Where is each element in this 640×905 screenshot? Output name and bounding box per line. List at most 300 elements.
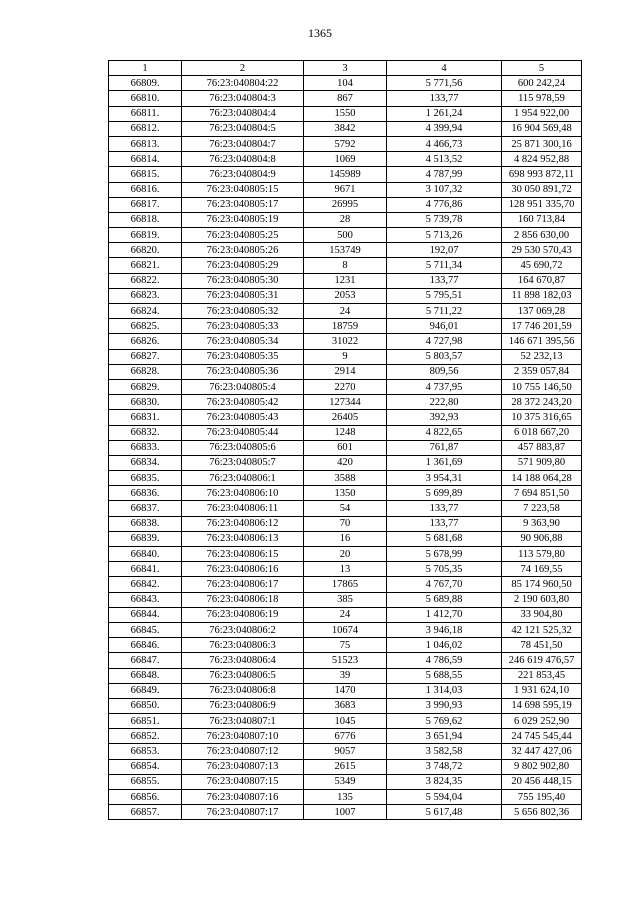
table-cell: 14 188 064,28 bbox=[502, 471, 582, 486]
table-cell: 66823. bbox=[109, 288, 182, 303]
table-row bbox=[109, 258, 582, 273]
table-cell: 3 824,35 bbox=[387, 774, 502, 789]
table-cell: 66817. bbox=[109, 197, 182, 212]
table-cell: 76:23:040805:32 bbox=[182, 304, 304, 319]
table-cell: 5 594,04 bbox=[387, 790, 502, 805]
table-cell: 1231 bbox=[304, 273, 387, 288]
table-cell: 76:23:040806:13 bbox=[182, 531, 304, 546]
table-cell: 76:23:040806:17 bbox=[182, 577, 304, 592]
table-row bbox=[109, 410, 582, 425]
table-cell: 2053 bbox=[304, 288, 387, 303]
table-cell: 66846. bbox=[109, 638, 182, 653]
table-cell: 66847. bbox=[109, 653, 182, 668]
table-cell: 3 946,18 bbox=[387, 622, 502, 637]
table-cell: 66822. bbox=[109, 273, 182, 288]
table-row bbox=[109, 607, 582, 622]
table-cell: 76:23:040806:3 bbox=[182, 638, 304, 653]
table-cell: 24 bbox=[304, 607, 387, 622]
table-cell: 76:23:040805:4 bbox=[182, 379, 304, 394]
table-cell: 66815. bbox=[109, 167, 182, 182]
table-cell: 761,87 bbox=[387, 440, 502, 455]
table-cell: 4 787,99 bbox=[387, 167, 502, 182]
table-cell: 7 223,58 bbox=[502, 501, 582, 516]
table-cell: 1 931 624,10 bbox=[502, 683, 582, 698]
table-cell: 4 767,70 bbox=[387, 577, 502, 592]
table-cell: 66839. bbox=[109, 531, 182, 546]
column-header: 4 bbox=[387, 61, 502, 76]
table-cell: 66838. bbox=[109, 516, 182, 531]
table-cell: 26995 bbox=[304, 197, 387, 212]
table-cell: 3683 bbox=[304, 698, 387, 713]
table-cell: 30 050 891,72 bbox=[502, 182, 582, 197]
table-cell: 29 530 570,43 bbox=[502, 243, 582, 258]
table-cell: 66830. bbox=[109, 395, 182, 410]
table-row bbox=[109, 744, 582, 759]
table-cell: 17865 bbox=[304, 577, 387, 592]
table-cell: 5 803,57 bbox=[387, 349, 502, 364]
table-cell: 75 bbox=[304, 638, 387, 653]
table-cell: 10674 bbox=[304, 622, 387, 637]
table-cell: 128 951 335,70 bbox=[502, 197, 582, 212]
table-row bbox=[109, 364, 582, 379]
table-row bbox=[109, 440, 582, 455]
table-row bbox=[109, 714, 582, 729]
table-cell: 76:23:040806:16 bbox=[182, 562, 304, 577]
table-cell: 4 513,52 bbox=[387, 152, 502, 167]
table-cell: 85 174 960,50 bbox=[502, 577, 582, 592]
table-cell: 76:23:040806:15 bbox=[182, 547, 304, 562]
table-cell: 160 713,84 bbox=[502, 212, 582, 227]
table-row bbox=[109, 531, 582, 546]
table-cell: 66824. bbox=[109, 304, 182, 319]
table-cell: 76:23:040806:18 bbox=[182, 592, 304, 607]
table-cell: 9057 bbox=[304, 744, 387, 759]
table-cell: 26405 bbox=[304, 410, 387, 425]
table-cell: 8 bbox=[304, 258, 387, 273]
table-cell: 76:23:040804:5 bbox=[182, 121, 304, 136]
table-cell: 39 bbox=[304, 668, 387, 683]
table-cell: 4 737,95 bbox=[387, 379, 502, 394]
table-cell: 1248 bbox=[304, 425, 387, 440]
table-cell: 76:23:040807:13 bbox=[182, 759, 304, 774]
table-row bbox=[109, 486, 582, 501]
table-cell: 1 046,02 bbox=[387, 638, 502, 653]
table-cell: 33 904,80 bbox=[502, 607, 582, 622]
table-cell: 45 690,72 bbox=[502, 258, 582, 273]
table-cell: 2 856 630,00 bbox=[502, 228, 582, 243]
table-cell: 6 029 252,90 bbox=[502, 714, 582, 729]
table-cell: 4 786,59 bbox=[387, 653, 502, 668]
table-cell: 3588 bbox=[304, 471, 387, 486]
table-cell: 66855. bbox=[109, 774, 182, 789]
table-cell: 66850. bbox=[109, 698, 182, 713]
column-header: 1 bbox=[109, 61, 182, 76]
table-cell: 135 bbox=[304, 790, 387, 805]
table-cell: 76:23:040805:29 bbox=[182, 258, 304, 273]
table-cell: 385 bbox=[304, 592, 387, 607]
table-cell: 153749 bbox=[304, 243, 387, 258]
table-cell: 10 755 146,50 bbox=[502, 379, 582, 394]
table-cell: 3842 bbox=[304, 121, 387, 136]
table-cell: 601 bbox=[304, 440, 387, 455]
table-cell: 16 bbox=[304, 531, 387, 546]
table-cell: 4 824 952,88 bbox=[502, 152, 582, 167]
table-cell: 52 232,13 bbox=[502, 349, 582, 364]
table-cell: 76:23:040805:35 bbox=[182, 349, 304, 364]
table-cell: 146 671 395,56 bbox=[502, 334, 582, 349]
table-cell: 76:23:040806:19 bbox=[182, 607, 304, 622]
table-cell: 115 978,59 bbox=[502, 91, 582, 106]
table-row bbox=[109, 455, 582, 470]
table-cell: 7 694 851,50 bbox=[502, 486, 582, 501]
table-row bbox=[109, 228, 582, 243]
table-cell: 66843. bbox=[109, 592, 182, 607]
table-cell: 24 bbox=[304, 304, 387, 319]
table-row bbox=[109, 668, 582, 683]
table-row bbox=[109, 562, 582, 577]
table-cell: 600 242,24 bbox=[502, 76, 582, 91]
table-cell: 2914 bbox=[304, 364, 387, 379]
table-cell: 76:23:040807:1 bbox=[182, 714, 304, 729]
table-cell: 76:23:040805:42 bbox=[182, 395, 304, 410]
table-cell: 76:23:040804:4 bbox=[182, 106, 304, 121]
table-row bbox=[109, 729, 582, 744]
table-cell: 10 375 316,65 bbox=[502, 410, 582, 425]
table-cell: 1550 bbox=[304, 106, 387, 121]
table-row bbox=[109, 425, 582, 440]
table-cell: 133,77 bbox=[387, 516, 502, 531]
table-cell: 5792 bbox=[304, 136, 387, 151]
table-cell: 1007 bbox=[304, 805, 387, 820]
table-cell: 133,77 bbox=[387, 501, 502, 516]
table-cell: 1470 bbox=[304, 683, 387, 698]
table-cell: 5 711,22 bbox=[387, 304, 502, 319]
table-cell: 571 909,80 bbox=[502, 455, 582, 470]
table-row bbox=[109, 167, 582, 182]
table-row bbox=[109, 212, 582, 227]
table-cell: 76:23:040805:15 bbox=[182, 182, 304, 197]
table-cell: 66820. bbox=[109, 243, 182, 258]
table-cell: 127344 bbox=[304, 395, 387, 410]
table-row bbox=[109, 516, 582, 531]
table-cell: 5 699,89 bbox=[387, 486, 502, 501]
table-row bbox=[109, 698, 582, 713]
table-cell: 18759 bbox=[304, 319, 387, 334]
table-cell: 4 776,86 bbox=[387, 197, 502, 212]
table-row bbox=[109, 501, 582, 516]
table-cell: 5 713,26 bbox=[387, 228, 502, 243]
table-row bbox=[109, 136, 582, 151]
table-cell: 11 898 182,03 bbox=[502, 288, 582, 303]
table-cell: 137 069,28 bbox=[502, 304, 582, 319]
table-cell: 76:23:040807:16 bbox=[182, 790, 304, 805]
table-cell: 3 107,32 bbox=[387, 182, 502, 197]
table-cell: 222,80 bbox=[387, 395, 502, 410]
table-cell: 66842. bbox=[109, 577, 182, 592]
table-cell: 946,01 bbox=[387, 319, 502, 334]
table-cell: 25 871 300,16 bbox=[502, 136, 582, 151]
table-cell: 66856. bbox=[109, 790, 182, 805]
table-cell: 3 990,93 bbox=[387, 698, 502, 713]
table-cell: 76:23:040804:8 bbox=[182, 152, 304, 167]
table-cell: 104 bbox=[304, 76, 387, 91]
table-cell: 133,77 bbox=[387, 273, 502, 288]
table-row bbox=[109, 121, 582, 136]
table-cell: 5 656 802,36 bbox=[502, 805, 582, 820]
table-cell: 66828. bbox=[109, 364, 182, 379]
table-cell: 145989 bbox=[304, 167, 387, 182]
table-cell: 76:23:040806:12 bbox=[182, 516, 304, 531]
table-cell: 66831. bbox=[109, 410, 182, 425]
table-cell: 66821. bbox=[109, 258, 182, 273]
table-cell: 66816. bbox=[109, 182, 182, 197]
table-row bbox=[109, 334, 582, 349]
column-header: 2 bbox=[182, 61, 304, 76]
table-cell: 66832. bbox=[109, 425, 182, 440]
table-cell: 76:23:040805:34 bbox=[182, 334, 304, 349]
table-cell: 2 359 057,84 bbox=[502, 364, 582, 379]
table-cell: 76:23:040804:9 bbox=[182, 167, 304, 182]
table-cell: 809,56 bbox=[387, 364, 502, 379]
table-cell: 2 190 603,80 bbox=[502, 592, 582, 607]
table-cell: 5 705,35 bbox=[387, 562, 502, 577]
table-cell: 78 451,50 bbox=[502, 638, 582, 653]
table-cell: 192,07 bbox=[387, 243, 502, 258]
table-cell: 5 771,56 bbox=[387, 76, 502, 91]
table-cell: 5 678,99 bbox=[387, 547, 502, 562]
table-cell: 76:23:040807:17 bbox=[182, 805, 304, 820]
table-cell: 1 314,03 bbox=[387, 683, 502, 698]
table-row bbox=[109, 243, 582, 258]
table-cell: 1350 bbox=[304, 486, 387, 501]
table-cell: 76:23:040805:6 bbox=[182, 440, 304, 455]
table-row bbox=[109, 622, 582, 637]
table-cell: 4 466,73 bbox=[387, 136, 502, 151]
table-cell: 76:23:040807:10 bbox=[182, 729, 304, 744]
table-cell: 5 795,51 bbox=[387, 288, 502, 303]
table-cell: 66841. bbox=[109, 562, 182, 577]
table-cell: 76:23:040805:31 bbox=[182, 288, 304, 303]
table-cell: 76:23:040805:17 bbox=[182, 197, 304, 212]
table-cell: 4 399,94 bbox=[387, 121, 502, 136]
table-cell: 246 619 476,57 bbox=[502, 653, 582, 668]
table-cell: 90 906,88 bbox=[502, 531, 582, 546]
table-cell: 51523 bbox=[304, 653, 387, 668]
table-cell: 66833. bbox=[109, 440, 182, 455]
table-cell: 5 688,55 bbox=[387, 668, 502, 683]
table-cell: 28 bbox=[304, 212, 387, 227]
table-row bbox=[109, 577, 582, 592]
table-cell: 3 651,94 bbox=[387, 729, 502, 744]
table-cell: 9671 bbox=[304, 182, 387, 197]
table-cell: 76:23:040806:1 bbox=[182, 471, 304, 486]
table-cell: 4 822,65 bbox=[387, 425, 502, 440]
table-row bbox=[109, 197, 582, 212]
table-cell: 20 456 448,15 bbox=[502, 774, 582, 789]
table-cell: 16 904 569,48 bbox=[502, 121, 582, 136]
table-cell: 42 121 525,32 bbox=[502, 622, 582, 637]
table-row bbox=[109, 790, 582, 805]
table-cell: 76:23:040804:7 bbox=[182, 136, 304, 151]
table-row bbox=[109, 759, 582, 774]
table-cell: 66849. bbox=[109, 683, 182, 698]
table-cell: 755 195,40 bbox=[502, 790, 582, 805]
table-cell: 66825. bbox=[109, 319, 182, 334]
table-row bbox=[109, 349, 582, 364]
table-row bbox=[109, 683, 582, 698]
table-cell: 5 739,78 bbox=[387, 212, 502, 227]
table-cell: 698 993 872,11 bbox=[502, 167, 582, 182]
table-cell: 76:23:040805:44 bbox=[182, 425, 304, 440]
table-cell: 76:23:040805:33 bbox=[182, 319, 304, 334]
table-cell: 32 447 427,06 bbox=[502, 744, 582, 759]
table-cell: 457 883,87 bbox=[502, 440, 582, 455]
table-cell: 76:23:040804:22 bbox=[182, 76, 304, 91]
table-cell: 74 169,55 bbox=[502, 562, 582, 577]
table-cell: 1 412,70 bbox=[387, 607, 502, 622]
table-cell: 14 698 595,19 bbox=[502, 698, 582, 713]
table-row bbox=[109, 288, 582, 303]
table-row bbox=[109, 76, 582, 91]
table-cell: 66812. bbox=[109, 121, 182, 136]
table-cell: 13 bbox=[304, 562, 387, 577]
table-cell: 5 681,68 bbox=[387, 531, 502, 546]
table-cell: 66835. bbox=[109, 471, 182, 486]
table-cell: 5 617,48 bbox=[387, 805, 502, 820]
table-cell: 420 bbox=[304, 455, 387, 470]
table-cell: 3 748,72 bbox=[387, 759, 502, 774]
table-cell: 76:23:040804:3 bbox=[182, 91, 304, 106]
table-cell: 392,93 bbox=[387, 410, 502, 425]
data-table bbox=[108, 60, 582, 820]
table-cell: 76:23:040805:7 bbox=[182, 455, 304, 470]
table-row bbox=[109, 638, 582, 653]
table-cell: 66845. bbox=[109, 622, 182, 637]
table-cell: 76:23:040806:8 bbox=[182, 683, 304, 698]
table-cell: 9 802 902,80 bbox=[502, 759, 582, 774]
table-row bbox=[109, 805, 582, 820]
table-cell: 1 361,69 bbox=[387, 455, 502, 470]
table-cell: 3 954,31 bbox=[387, 471, 502, 486]
table-row bbox=[109, 304, 582, 319]
table-cell: 66829. bbox=[109, 379, 182, 394]
table-row bbox=[109, 774, 582, 789]
table-cell: 164 670,87 bbox=[502, 273, 582, 288]
table-cell: 1 954 922,00 bbox=[502, 106, 582, 121]
table-cell: 66818. bbox=[109, 212, 182, 227]
table-cell: 20 bbox=[304, 547, 387, 562]
table-cell: 5 769,62 bbox=[387, 714, 502, 729]
table-cell: 66853. bbox=[109, 744, 182, 759]
table-cell: 76:23:040806:10 bbox=[182, 486, 304, 501]
table-cell: 66840. bbox=[109, 547, 182, 562]
table-cell: 76:23:040807:12 bbox=[182, 744, 304, 759]
table-cell: 66857. bbox=[109, 805, 182, 820]
table-cell: 17 746 201,59 bbox=[502, 319, 582, 334]
table-cell: 76:23:040807:15 bbox=[182, 774, 304, 789]
table-cell: 133,77 bbox=[387, 91, 502, 106]
table-cell: 76:23:040806:4 bbox=[182, 653, 304, 668]
table-cell: 76:23:040805:19 bbox=[182, 212, 304, 227]
table-row bbox=[109, 547, 582, 562]
table-cell: 66826. bbox=[109, 334, 182, 349]
table-cell: 54 bbox=[304, 501, 387, 516]
table-row bbox=[109, 273, 582, 288]
table-cell: 6776 bbox=[304, 729, 387, 744]
table-cell: 66851. bbox=[109, 714, 182, 729]
table-cell: 1045 bbox=[304, 714, 387, 729]
table-cell: 76:23:040806:5 bbox=[182, 668, 304, 683]
table-cell: 31022 bbox=[304, 334, 387, 349]
table-row bbox=[109, 471, 582, 486]
table-cell: 221 853,45 bbox=[502, 668, 582, 683]
table-cell: 3 582,58 bbox=[387, 744, 502, 759]
table-cell: 24 745 545,44 bbox=[502, 729, 582, 744]
table-cell: 2615 bbox=[304, 759, 387, 774]
table-cell: 76:23:040806:9 bbox=[182, 698, 304, 713]
table-cell: 66809. bbox=[109, 76, 182, 91]
table-row bbox=[109, 395, 582, 410]
table-cell: 5349 bbox=[304, 774, 387, 789]
table-cell: 867 bbox=[304, 91, 387, 106]
table-cell: 76:23:040805:30 bbox=[182, 273, 304, 288]
table-row bbox=[109, 653, 582, 668]
header-row bbox=[109, 61, 582, 76]
page-number: 1365 bbox=[308, 26, 332, 40]
table-row bbox=[109, 91, 582, 106]
table-cell: 70 bbox=[304, 516, 387, 531]
table-cell: 76:23:040805:43 bbox=[182, 410, 304, 425]
table-cell: 76:23:040805:36 bbox=[182, 364, 304, 379]
table-cell: 66844. bbox=[109, 607, 182, 622]
table-body bbox=[109, 76, 582, 820]
table-cell: 66810. bbox=[109, 91, 182, 106]
table-cell: 76:23:040805:26 bbox=[182, 243, 304, 258]
table-row bbox=[109, 592, 582, 607]
column-header: 3 bbox=[304, 61, 387, 76]
table-cell: 9 bbox=[304, 349, 387, 364]
table-cell: 76:23:040805:25 bbox=[182, 228, 304, 243]
table-row bbox=[109, 152, 582, 167]
table-cell: 66837. bbox=[109, 501, 182, 516]
table-cell: 66836. bbox=[109, 486, 182, 501]
table-cell: 66834. bbox=[109, 455, 182, 470]
table-cell: 76:23:040806:2 bbox=[182, 622, 304, 637]
table-cell: 113 579,80 bbox=[502, 547, 582, 562]
table-cell: 66814. bbox=[109, 152, 182, 167]
table-cell: 28 372 243,20 bbox=[502, 395, 582, 410]
table-row bbox=[109, 182, 582, 197]
table-cell: 2270 bbox=[304, 379, 387, 394]
table-cell: 66848. bbox=[109, 668, 182, 683]
column-header: 5 bbox=[502, 61, 582, 76]
table-cell: 66852. bbox=[109, 729, 182, 744]
table-cell: 1069 bbox=[304, 152, 387, 167]
table-cell: 66827. bbox=[109, 349, 182, 364]
table-cell: 1 261,24 bbox=[387, 106, 502, 121]
table-row bbox=[109, 106, 582, 121]
table-cell: 66813. bbox=[109, 136, 182, 151]
table-cell: 66854. bbox=[109, 759, 182, 774]
table-cell: 9 363,90 bbox=[502, 516, 582, 531]
table-row bbox=[109, 379, 582, 394]
table-cell: 66819. bbox=[109, 228, 182, 243]
table-cell: 5 711,34 bbox=[387, 258, 502, 273]
table-cell: 5 689,88 bbox=[387, 592, 502, 607]
table-cell: 4 727,98 bbox=[387, 334, 502, 349]
table-row bbox=[109, 319, 582, 334]
table-cell: 76:23:040806:11 bbox=[182, 501, 304, 516]
